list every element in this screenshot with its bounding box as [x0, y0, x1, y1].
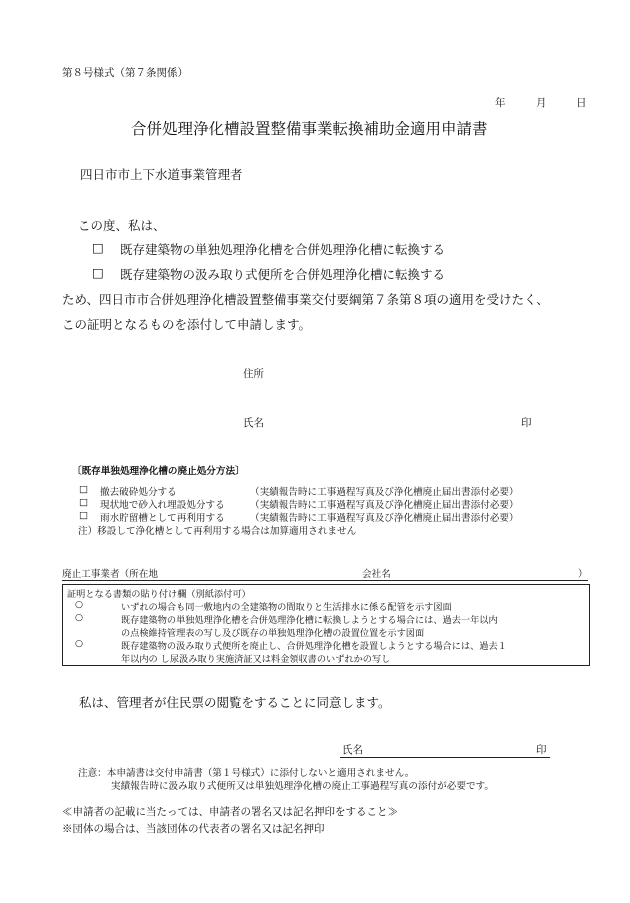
name-label: 氏名 — [243, 417, 264, 429]
bullet-icon: ○ — [75, 638, 84, 649]
attachment-header: 証明となる書類の貼り付け欄（別紙添付可） — [67, 589, 251, 600]
intro-text: この度、私は、 — [78, 218, 166, 233]
contractor-label: 廃止工事業者（所在地 — [62, 569, 158, 580]
disposal-heading: 〔既存単独処理浄化槽の廃止処分方法〕 — [72, 466, 245, 477]
consent-name-label: 氏名 — [342, 744, 363, 756]
disposal-method: 現状地で砂入れ埋設処分する — [100, 500, 225, 511]
option-label: 既存建築物の汲み取り式便所を合併処理浄化槽に転換する — [120, 267, 446, 282]
consent-seal: 印 — [536, 744, 547, 756]
checkbox-icon[interactable]: □ — [79, 497, 89, 508]
disposal-method: 雨水貯留槽として再利用する — [100, 513, 225, 524]
date-day: 日 — [576, 97, 587, 109]
checkbox-icon[interactable]: □ — [79, 484, 89, 495]
attachment-item-continued: 年以内の し尿汲み取り実施済証又は料金領収書のいずれかの写し — [121, 654, 391, 665]
attachment-item: 既存建築物の単独処理浄化槽を合併処理浄化槽に転換しようとする場合には、過去一年以内 — [121, 615, 498, 626]
disposal-note: （実績報告時に工事過程写真及び浄化槽廃止届出書添付必要） — [250, 500, 519, 511]
form-number: 第８号様式（第７条関係） — [62, 67, 188, 79]
contractor-underline — [62, 580, 588, 581]
option-label: 既存建築物の単独処理浄化槽を合併処理浄化槽に転換する — [120, 242, 446, 257]
address-label: 住所 — [243, 368, 264, 380]
date-year: 年 — [495, 97, 506, 109]
document-title: 合併処理浄化槽設置整備事業転換補助金適用申請書 — [131, 120, 488, 138]
attachment-box — [62, 584, 590, 666]
bullet-icon: ○ — [75, 612, 84, 623]
seal-mark: 印 — [521, 417, 532, 429]
body-text-line2: この証明となるものを添付して申請します。 — [62, 317, 312, 332]
notice-line1: 注意：本申請書は交付申請書（第１号様式）に添付しないと適用されません。 — [78, 768, 415, 779]
checkbox-icon[interactable]: □ — [92, 265, 104, 280]
checkbox-icon[interactable]: □ — [79, 510, 89, 521]
disposal-method: 撤去破砕処分する — [100, 487, 177, 498]
attachment-item: 既存建築物の汲み取り式便所を廃止し、合併処理浄化槽を設置しようとする場合には、過去１ — [121, 641, 507, 652]
date-month: 月 — [536, 97, 547, 109]
notice-line2: 実績報告時に汲み取り式便所又は単独処理浄化槽の廃止工事過程写真の添付が必要です。 — [111, 781, 494, 792]
footer-line2: ※団体の場合は、当該団体の代表者の署名又は記名押印 — [62, 823, 325, 835]
disposal-footnote: 注）移設して浄化槽として再利用する場合は加算適用されません — [78, 526, 357, 537]
closing-paren: ） — [578, 569, 588, 580]
footer-line1: ≪申請者の記載に当たっては、申請者の署名又は記名押印をすること≫ — [62, 806, 398, 818]
body-text-line1: ため、四日市市合併処理浄化槽設置整備事業交付要綱第７条第８項の適用を受けたく、 — [62, 292, 549, 307]
disposal-note: （実績報告時に工事過程写真及び浄化槽廃止届出書添付必要） — [250, 513, 519, 524]
bullet-icon: ○ — [75, 599, 84, 610]
checkbox-icon[interactable]: □ — [92, 240, 104, 255]
disposal-note: （実績報告時に工事過程写真及び浄化槽廃止届出書添付必要） — [250, 487, 519, 498]
attachment-item: いずれの場合も同一敷地内の全建築物の間取りと生活排水に係る配管を示す図面 — [121, 602, 452, 613]
company-label: 会社名 — [362, 569, 391, 580]
attachment-item-continued: の点検維持管理表の写し及び既存の単独処理浄化槽の設置位置を示す図面 — [121, 628, 425, 639]
addressee: 四日市市上下水道事業管理者 — [80, 167, 243, 182]
signature-underline — [340, 757, 550, 758]
consent-statement: 私は、管理者が住民票の閲覧をすることに同意します。 — [79, 695, 391, 710]
